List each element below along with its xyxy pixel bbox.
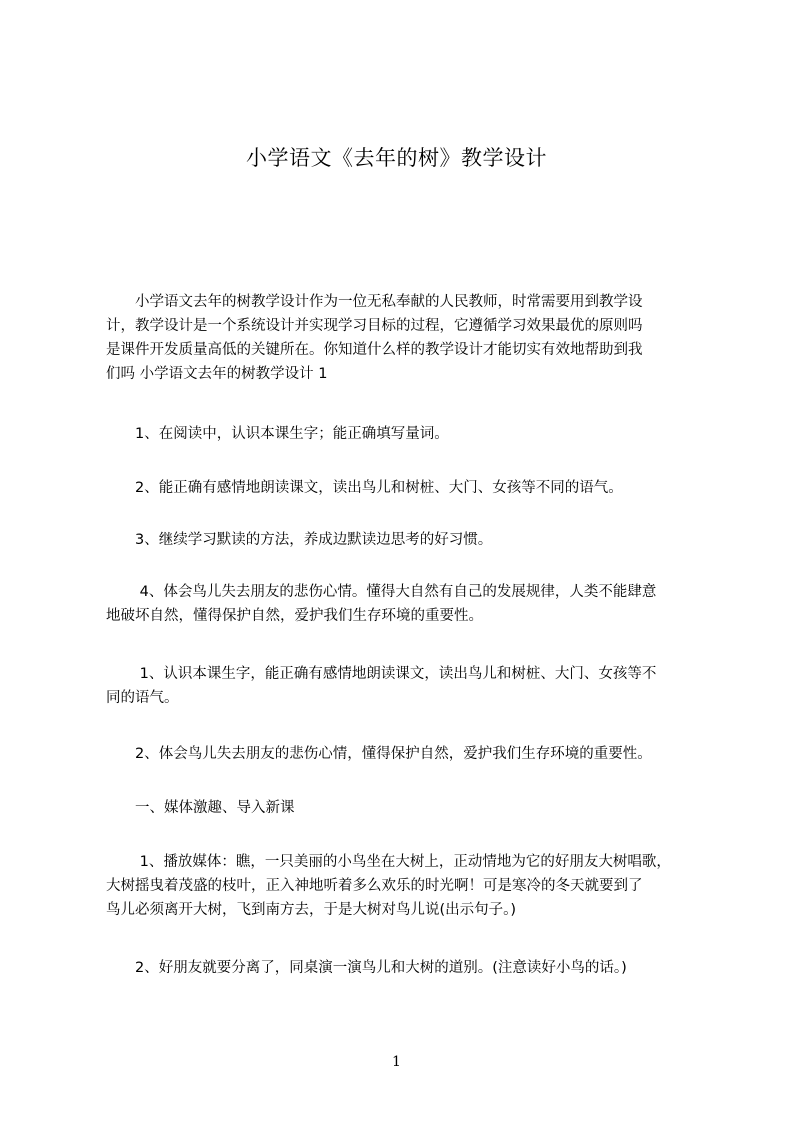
text-line: 一、媒体激趣、导入新课 xyxy=(106,800,295,816)
text-line: 是课件开发质量高低的关键所在。你知道什么样的教学设计才能切实有效地帮助到我 xyxy=(106,342,643,358)
text-line: 3、继续学习默读的方法，养成边默读边思考的好习惯。 xyxy=(106,532,493,548)
intro-paragraph xyxy=(106,290,716,386)
document-title: 小学语文《去年的树》教学设计 xyxy=(246,146,547,170)
text-line: 1、在阅读中，认识本课生字；能正确填写量词。 xyxy=(106,426,449,442)
text-line: 计，教学设计是一个系统设计并实现学习目标的过程，它遵循学习效果最优的原则吗 xyxy=(106,318,643,334)
text-line: 1、播放媒体：瞧，一只美丽的小鸟坐在大树上，正动情地为它的好朋友大树唱歌， xyxy=(106,854,671,870)
text-line: 大树摇曳着茂盛的枝叶，正入神地听着多么欢乐的时光啊！可是寒冷的冬天就要到了 xyxy=(106,878,643,894)
text-line: 同的语气。 xyxy=(106,690,179,706)
objective-4-paragraph xyxy=(106,580,716,628)
key-point-2-paragraph xyxy=(106,742,716,766)
text-line: 鸟儿必须离开大树，飞到南方去，于是大树对鸟儿说(出示句子。) xyxy=(106,902,517,918)
objective-1-paragraph xyxy=(106,422,716,446)
text-line: 地破坏自然，懂得保护自然，爱护我们生存环境的重要性。 xyxy=(106,608,483,624)
text-line: 4、体会鸟儿失去朋友的悲伤心情。懂得大自然有自己的发展规律，人类不能肆意 xyxy=(106,584,657,600)
section-heading xyxy=(106,796,716,820)
step-2-paragraph xyxy=(106,956,716,980)
page-number: 1 xyxy=(392,1054,401,1070)
key-point-1-paragraph xyxy=(106,662,716,710)
objective-3-paragraph xyxy=(106,528,716,552)
step-1-paragraph xyxy=(106,850,716,922)
text-line: 2、能正确有感情地朗读课文，读出鸟儿和树桩、大门、女孩等不同的语气。 xyxy=(106,480,623,496)
text-line: 小学语文去年的树教学设计作为一位无私奉献的人民教师，时常需要用到教学设 xyxy=(106,294,643,310)
text-line: 1、认识本课生字，能正确有感情地朗读课文，读出鸟儿和树桩、大门、女孩等不 xyxy=(106,666,657,682)
text-line: 2、好朋友就要分离了，同桌演一演鸟儿和大树的道别。(注意读好小鸟的话。) xyxy=(106,960,627,976)
text-line: 2、体会鸟儿失去朋友的悲伤心情，懂得保护自然，爱护我们生存环境的重要性。 xyxy=(106,746,652,762)
text-line: 们吗 小学语文去年的树教学设计 1 xyxy=(106,366,328,382)
objective-2-paragraph xyxy=(106,476,716,500)
